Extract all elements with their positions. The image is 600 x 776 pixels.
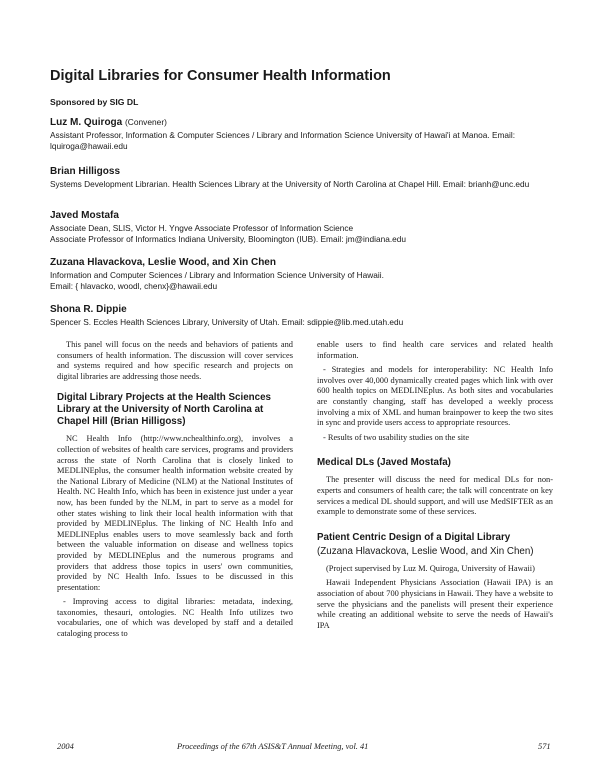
footer-year: 2004 [57, 742, 74, 751]
section-heading: Digital Library Projects at the Health Sciences Library at the University of North Carolina at Chapel Hill (Brian Hilligoss) [57, 392, 271, 428]
author-affiliation: Systems Development Librarian. Health Sciences Library at the University of North Carolina at Chapel Hill. Email: brianh@unc.edu [50, 179, 530, 189]
author-name: Luz M. Quiroga (Convener) [50, 117, 167, 128]
author-role: (Convener) [125, 117, 167, 127]
body-paragraph: enable users to find health care services and related health information. [317, 340, 553, 360]
body-paragraph: NC Health Info (http://www.nchealthinfo.org), involves a collection of websites of health care services, programs and providers across the state of North Carolina that is closely linked to MEDLINEplus, the consumer health information website created by the National Library of Medicine (NLM) at the National Institutes of Health. NC Health Info, which has been in existence just under a year now, has been funded by the NLM, in part to serve as a model for other states wishing to link their local health information with that provided by MEDLINEplus. The linking of NC Health Info and MEDLINEplus enables users to move seamlessly back and forth between the valuable information on disease and wellness topics provided by MEDLINEplus and the numerous programs and providers that address those topics in users' own communities, provided by NC Health Info. Issues to be discussed in this presentation: [57, 434, 293, 592]
author-block [50, 304, 555, 328]
paper-title: Digital Libraries for Consumer Health Information [50, 68, 391, 84]
body-paragraph: Hawaii Independent Physicians Association (Hawaii IPA) is an association of about 700 physicians in Hawaii. They have a website to serve the physicians and the panelists will present their experience while creating an additional website to serve the needs of Hawaii's IPA [317, 578, 553, 630]
page-number: 571 [538, 742, 551, 751]
bullet-paragraph: - Results of two usability studies on the site [323, 432, 470, 442]
author-affiliation: Assistant Professor, Information & Computer Sciences / Library and Information Science University of Hawai'i at Manoa. Email: lquiroga@hawaii.edu [50, 130, 516, 151]
author-name: Zuzana Hlavackova, Leslie Wood, and Xin Chen [50, 257, 276, 268]
right-column [317, 340, 553, 635]
author-name: Javed Mostafa [50, 210, 119, 221]
author-block [50, 210, 555, 245]
sponsor-line: Sponsored by SIG DL [50, 97, 139, 107]
author-name: Brian Hilligoss [50, 166, 121, 177]
left-column [57, 340, 293, 644]
bullet-paragraph: - Improving access to digital libraries: metadata, indexing, taxonomies, thesauri, ontologies. NC Health Info utilizes two vocabularies, one of which was developed by staff and a detailed cataloging process to [57, 597, 293, 639]
author-name: Shona R. Dippie [50, 304, 127, 315]
author-block [50, 257, 555, 292]
body-paragraph: The presenter will discuss the need for medical DLs for non-experts and consumers of health care; the talk will concentrate on key services a medical DL should support, and will use MedSIFTER as an example to demonstrate some of these services. [317, 475, 553, 517]
intro-paragraph: This panel will focus on the needs and behaviors of patients and consumers of health information. The discussion will cover services and systems required and how specific research and projects on digital libraries are addressing those needs. [57, 340, 293, 381]
supervision-note: (Project supervised by Luz M. Quiroga, University of Hawaii) [326, 563, 535, 573]
section-heading: Patient Centric Design of a Digital Library [317, 531, 511, 543]
author-affiliation: Associate Dean, SLIS, Victor H. Yngve Associate Professor of Information Science Associate Professor of Informatics Indiana University, Bloomington (IUB). Email: jm@indiana.edu [50, 223, 406, 244]
author-block [50, 166, 555, 190]
section-heading: Medical DLs (Javed Mostafa) [317, 457, 451, 469]
section-heading-authors: (Zuzana Hlavackova, Leslie Wood, and Xin Chen) [317, 545, 534, 557]
author-affiliation: Information and Computer Sciences / Library and Information Science University of Hawaii. Email: { hlavacko, woodl, chenx}@hawaii.edu [50, 270, 384, 291]
bullet-paragraph: - Strategies and models for interoperability: NC Health Info involves over 40,000 dynamically created pages which link with over 600 health topics on MEDLINEplus. As both sites and vocabularies are constantly changing, staff has developed a weekly process involving a mix of XML and human brainpower to keep the two sites in sync and provide users access to appropriate resources. [317, 365, 553, 428]
footer-proceedings: Proceedings of the 67th ASIS&T Annual Meeting, vol. 41 [177, 742, 369, 751]
author-block [50, 116, 555, 152]
author-affiliation: Spencer S. Eccles Health Sciences Library, University of Utah. Email: sdippie@lib.med.utah.edu [50, 317, 404, 327]
